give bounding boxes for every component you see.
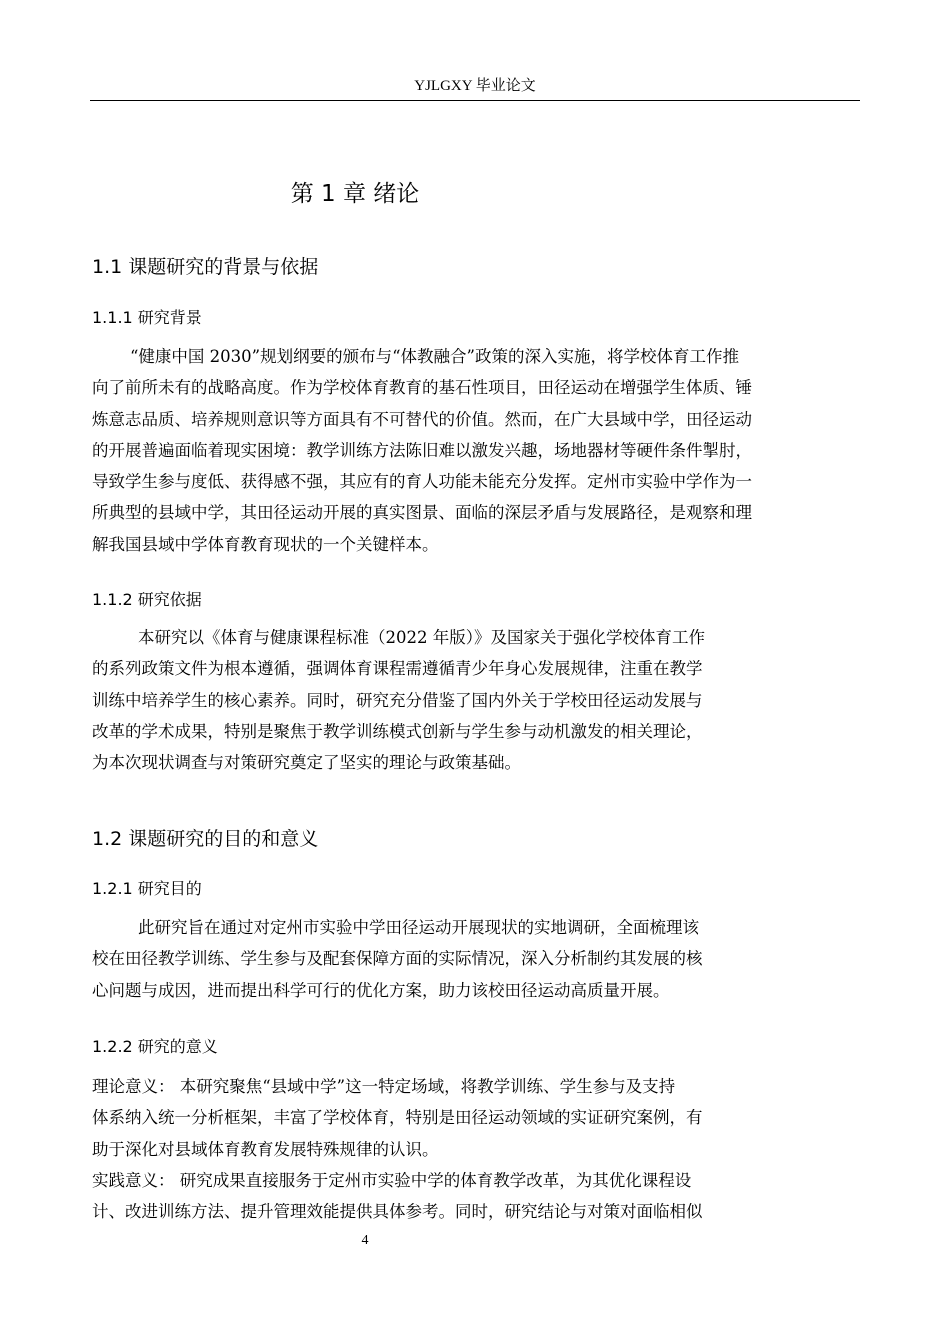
subsection-heading-1-1-1: 1.1.1 研究背景 [92, 308, 202, 327]
paragraph-line: 计、改进训练方法、提升管理效能提供具体参考。同时，研究结论与对策对面临相似 [92, 1202, 703, 1222]
paragraph-research-basis [92, 622, 812, 778]
paragraph-line: 向了前所未有的战略高度。作为学校体育教育的基石性项目，田径运动在增强学生体质、锤 [92, 378, 752, 398]
paragraph-line: 训练中培养学生的核心素养。同时，研究充分借鉴了国内外关于学校田径运动发展与 [92, 690, 703, 710]
paragraph-line: 的系列政策文件为根本遵循，强调体育课程需遵循青少年身心发展规律，注重在教学 [92, 659, 703, 679]
page-number: 4 [361, 1233, 369, 1248]
paragraph-line: 导致学生参与度低、获得感不强，其应有的育人功能未能充分发挥。定州市实验中学作为一 [92, 472, 752, 492]
section-heading-1-2: 1.2 课题研究的目的和意义 [92, 828, 319, 850]
subsection-heading-1-1-2: 1.1.2 研究依据 [92, 590, 202, 609]
paragraph-line: “健康中国 2030”规划纲要的颁布与“体教融合”政策的深入实施，将学校体育工作推 [130, 347, 739, 366]
section-heading-1-1: 1.1 课题研究的背景与依据 [92, 256, 319, 278]
page-header: YJLGXY 毕业论文 [414, 78, 536, 94]
chapter-title: 第 1 章 绪论 [290, 181, 420, 207]
paragraph-line: 改革的学术成果，特别是聚焦于教学训练模式创新与学生参与动机激发的相关理论， [92, 721, 703, 741]
paragraph-line: 此研究旨在通过对定州市实验中学田径运动开展现状的实地调研，全面梳理该 [138, 918, 699, 937]
header-divider [90, 100, 860, 101]
paragraph-line: 助于深化对县域体育教育发展特殊规律的认识。 [92, 1139, 439, 1159]
paragraph-line: 实践意义： 研究成果直接服务于定州市实验中学的体育教学改革，为其优化课程设 [92, 1170, 692, 1190]
subsection-heading-1-2-2: 1.2.2 研究的意义 [92, 1037, 218, 1056]
paragraph-line: 心问题与成因，进而提出科学可行的优化方案，助力该校田径运动高质量开展。 [92, 980, 670, 1000]
paragraph-line: 本研究以《体育与健康课程标准（2022 年版）》及国家关于强化学校体育工作 [138, 628, 705, 647]
paragraph-research-purpose [92, 912, 812, 1006]
paragraph-line: 校在田径教学训练、学生参与及配套保障方面的实际情况，深入分析制约其发展的核 [92, 949, 703, 969]
paragraph-line: 解我国县域中学体育教育现状的一个关键样本。 [92, 534, 439, 554]
paragraph-research-significance [92, 1071, 822, 1227]
paragraph-line: 所典型的县域中学，其田径运动开展的真实图景、面临的深层矛盾与发展路径，是观察和理 [92, 503, 752, 523]
paragraph-line: 为本次现状调查与对策研究奠定了坚实的理论与政策基础。 [92, 753, 521, 773]
paragraph-line: 炼意志品质、培养规则意识等方面具有不可替代的价值。然而，在广大县域中学，田径运动 [92, 409, 752, 429]
subsection-heading-1-2-1: 1.2.1 研究目的 [92, 879, 202, 898]
paragraph-line: 体系纳入统一分析框架，丰富了学校体育，特别是田径运动领域的实证研究案例，有 [92, 1108, 703, 1128]
paragraph-line: 理论意义： 本研究聚焦“县域中学”这一特定场域，将教学训练、学生参与及支持 [92, 1077, 676, 1096]
paragraph-research-background [92, 341, 858, 560]
paragraph-line: 的开展普遍面临着现实困境：教学训练方法陈旧难以激发兴趣，场地器材等硬件条件掣肘， [92, 440, 752, 460]
